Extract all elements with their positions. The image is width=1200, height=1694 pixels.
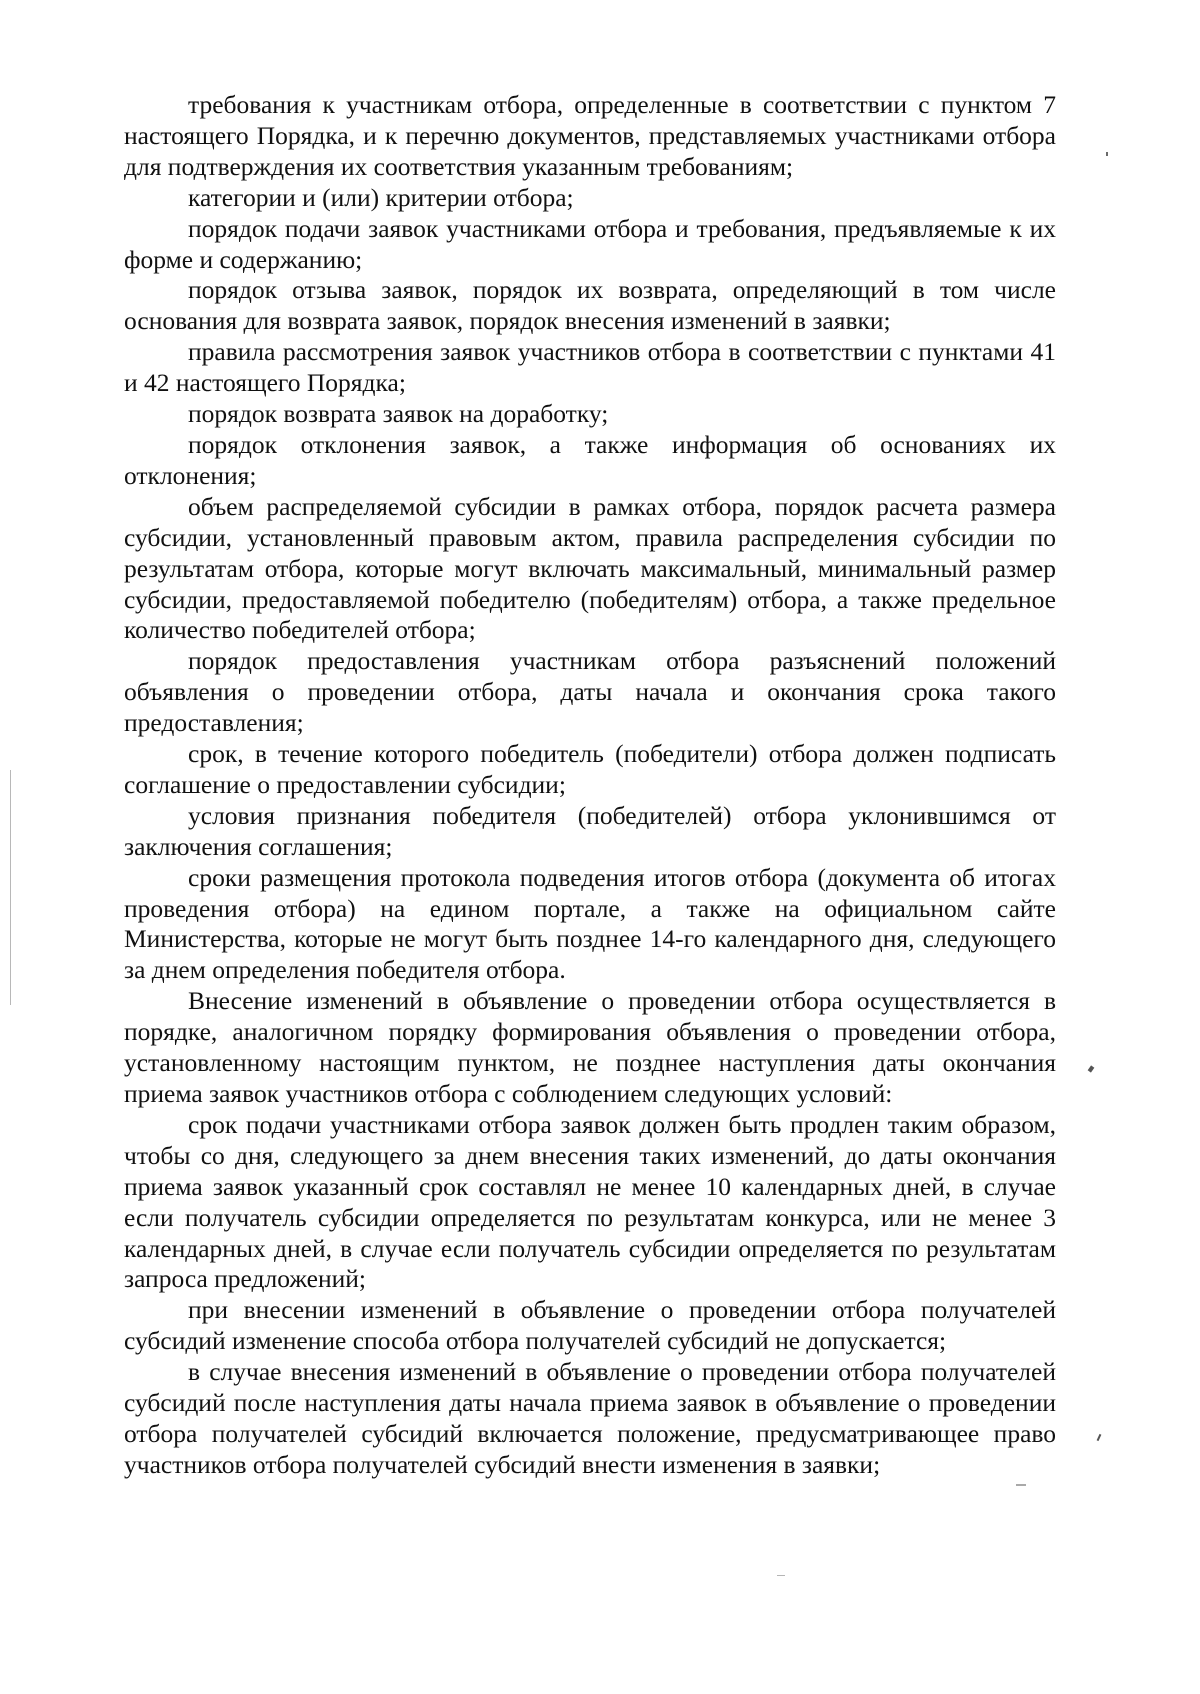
paragraph: порядок отклонения заявок, а также информация об основаниях их отклонения;: [124, 429, 1056, 490]
scan-artifact-speck: [1088, 1065, 1095, 1072]
paragraph: правила рассмотрения заявок участников отбора в соответствии с пунктами 41 и 42 настоящего Порядка;: [124, 337, 1056, 398]
paragraph: Внесение изменений в объявление о проведении отбора осуществляется в порядке, аналогичном порядку формирования объявления о проведении отбора, установленному настоящим пунктом, не позднее наступления даты окончания приема заявок участников отбора с соблюдением следующих условий:: [124, 986, 1056, 1108]
paragraph: условия признания победителя (победителей) отбора уклонившимся от заключения соглашения;: [124, 800, 1056, 861]
paragraph: при внесении изменений в объявление о проведении отбора получателей субсидий изменение способа отбора получателей субсидий не допускается;: [124, 1295, 1056, 1356]
paragraph: срок, в течение которого победитель (победители) отбора должен подписать соглашение о предоставлении субсидии;: [124, 739, 1056, 799]
paragraph: сроки размещения протокола подведения итогов отбора (документа об итогах проведения отбора) на едином портале, а также на официальном сайте Министерства, которые не могут быть позднее 14-го календарного дня, следующего за днем определения победителя отбора.: [124, 862, 1056, 985]
scan-artifact-speck: [1106, 152, 1108, 156]
scan-artifact-left-line: [10, 770, 11, 1005]
paragraph: порядок подачи заявок участниками отбора и требования, предъявляемые к их форме и содержанию;: [124, 213, 1056, 274]
paragraph: срок подачи участниками отбора заявок должен быть продлен таким образом, чтобы со дня, следующего за днем внесения таких изменений, до даты окончания приема заявок указанный срок составлял не менее 10 календарных дней, в случае если получатель субсидии определяется по результатам конкурса, или не менее 3 календарных дней, в случае если получатель субсидии определяется по результатам запроса предложений;: [124, 1109, 1056, 1294]
paragraph: порядок отзыва заявок, порядок их возврата, определяющий в том числе основания для возврата заявок, порядок внесения изменений в заявки;: [124, 275, 1056, 336]
paragraph: в случае внесения изменений в объявление о проведении отбора получателей субсидий после наступления даты начала приема заявок в объявление о проведении отбора получателей субсидий включается положение, предусматривающее право участников отбора получателей субсидий внести изменения в заявки;: [124, 1357, 1056, 1479]
paragraph: категории и (или) критерии отбора;: [188, 182, 574, 212]
paragraph: порядок предоставления участникам отбора разъяснений положений объявления о проведении отбора, даты начала и окончания срока такого предоставления;: [124, 646, 1056, 738]
paragraph: порядок возврата заявок на доработку;: [188, 399, 609, 429]
document-page: [124, 90, 1056, 1481]
scan-artifact-dots: [1016, 1484, 1026, 1486]
paragraph: объем распределяемой субсидии в рамках отбора, порядок расчета размера субсидии, установленный правовым актом, правила распределения субсидии по результатам отбора, которые могут включать максимальный, минимальный размер субсидии, предоставляемой победителю (победителям) отбора, а также предельное количество победителей отбора;: [124, 491, 1056, 645]
scan-artifact-dash: [777, 1575, 785, 1576]
paragraph: требования к участникам отбора, определенные в соответствии с пунктом 7 настоящего Порядка, и к перечню документов, представляемых участниками отбора для подтверждения их соответствия указанным требованиям;: [124, 90, 1056, 181]
scan-artifact-speck: [1097, 1434, 1102, 1441]
